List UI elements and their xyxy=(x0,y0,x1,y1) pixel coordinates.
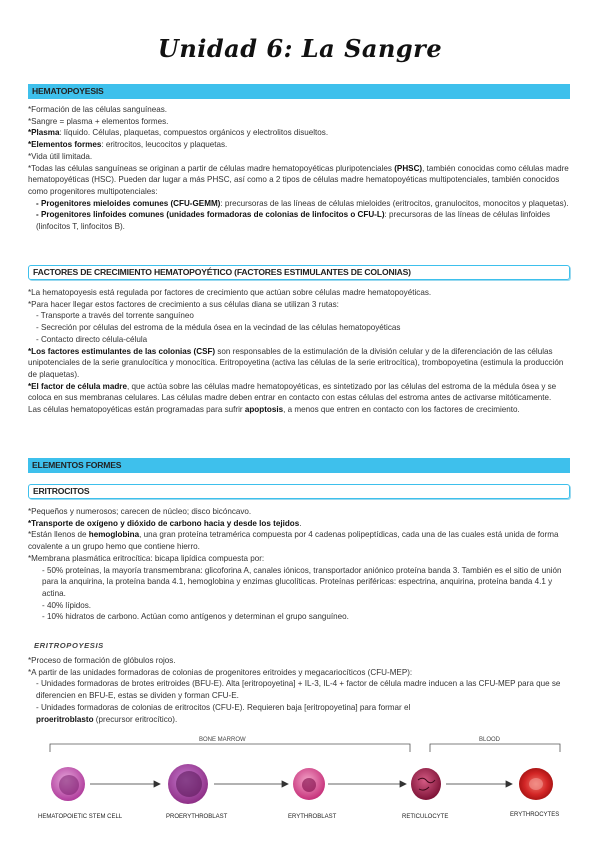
text-span: Las células hematopoyéticas están programadas para sufrir xyxy=(28,405,245,415)
page-title: Unidad 6: La Sangre xyxy=(157,34,443,63)
text-span: , una gran proteína tetramérica compuesta por 4 cadenas polipeptídicas, cada una de las cuales está unida de forma covalente a un grupo hemo que contiene hierro. xyxy=(28,530,559,552)
blood-label: BLOOD xyxy=(476,737,503,743)
cell-label: ERYTHROCYTES xyxy=(510,812,560,818)
text-paragraph xyxy=(28,163,574,198)
section-header-hematopoyesis: HEMATOPOYESIS xyxy=(28,84,570,99)
bold-term: hemoglobina xyxy=(88,530,140,540)
text-span: (precursor eritrocítico). xyxy=(93,714,178,724)
bold-term: proeritroblasto xyxy=(36,714,94,724)
text-span: *Están llenos de xyxy=(28,530,89,540)
bold-term: - Progenitores linfoides comunes (unidades formadoras de colonias de linfocitos o CFU-L) xyxy=(36,210,385,220)
bold-term: *El factor de célula madre xyxy=(28,381,127,391)
text-line: *Vida útil limitada. xyxy=(28,151,93,161)
reticulocyte-image xyxy=(411,768,441,800)
erythrocytes-image xyxy=(519,768,553,800)
text-span: , que actúa sobre las células madre hematopoyéticas, es sintetizado por las células del estroma de la médula ósea y se coloca en sus membranas celulares. Las células madre deben entrar en contacto con estas células del estroma antes de activarse mitóticamente. xyxy=(28,381,557,403)
hematopoyesis-text xyxy=(28,104,574,233)
text-line: *Para hacer llegar estos factores de crecimiento a sus células diana se utilizan 3 rutas: xyxy=(28,299,339,309)
bold-term: *Elementos formes xyxy=(28,140,102,150)
list-item: - Unidades formadoras de brotes eritroides (BFU-E). Alta [eritropoyetina] + IL-3, IL-4 + factor de célula madre inducen a las CFU-MEP para que se diferencien en BFU-E, estas se dividen y forman CFU-E. xyxy=(36,679,561,701)
list-item xyxy=(28,198,574,210)
text-span: : precursoras de las líneas de células linfoides (linfocitos T, linfocitos B). xyxy=(36,210,551,232)
text-line: *Pequeños y numerosos; carecen de núcleo; disco bicóncavo. xyxy=(28,507,252,516)
section-header-elementos-formes: ELEMENTOS FORMES xyxy=(28,458,570,473)
bold-term: *Plasma xyxy=(28,128,60,138)
section-header-factores: FACTORES DE CRECIMIENTO HEMATOPOYÉTICO (FACTORES ESTIMULANTES DE COLONIAS) xyxy=(28,265,570,280)
text-line: *La hematopoyesis está regulada por factores de crecimiento que actúan sobre células madre hematopoyéticas. xyxy=(28,288,432,297)
eritropoyesis-text xyxy=(28,655,574,725)
hematopoietic-stem-cell-image xyxy=(51,767,85,801)
list-item xyxy=(28,714,574,726)
subheading-eritropoyesis: ERITROPOYESIS xyxy=(34,641,104,650)
text-span: son responsables de la estimulación de la división celular y de la diferenciación de las células unipotenciales de la serie granulocítica y monocítica. Eritropoyetina (activa las células de la serie eritrocítica), trombopoyetina (estimula la producción de plaquetas). xyxy=(28,346,564,379)
erythropoiesis-diagram xyxy=(28,734,578,834)
text-span: : líquido. Células, plaquetas, compuestos orgánicos y electrolitos disueltos. xyxy=(59,128,329,138)
list-item: - 50% proteínas, la mayoría transmembrana: glicoforina A, canales iónicos, transportador aniónico proteína banda 3. También es el sitio de unión para la anquirina, la proteína banda 4.1, hemoglobina y enzimas glucolíticas. Proteínas periféricas: espectrina, anquirina, proteína banda 4.1 y actina. xyxy=(42,565,562,598)
section-header-eritrocitos: ERITROCITOS xyxy=(28,484,570,499)
text-line: *Formación de las células sanguíneas. xyxy=(28,105,168,114)
cell-label: HEMATOPOIETIC STEM CELL xyxy=(38,814,123,820)
text-paragraph xyxy=(28,529,574,552)
text-span: . xyxy=(299,518,302,528)
list-item: - Contacto directo célula-célula xyxy=(36,334,148,344)
text-line: *A partir de las unidades formadoras de colonias de progenitores eritroides y megacariocíticos (CFU-MEP): xyxy=(28,667,413,677)
list-item xyxy=(28,209,574,232)
text-span: , también conocidas como células madre hematopoyéticas (HSC). Pueden dar lugar a más PHSC, así como a 2 tipos de células madre hematopoyéticas multipotenciales, también conocidos como progenitores multipotenciales: xyxy=(28,163,569,196)
bold-term: apoptosis xyxy=(244,405,284,415)
factores-text xyxy=(28,287,574,416)
cell-label: ERYTHROBLAST xyxy=(288,814,337,820)
text-span: *Todas las células sanguíneas se originan a partir de células madre hematopoyéticas pluripotenciales xyxy=(28,163,395,173)
text-paragraph xyxy=(28,404,574,416)
bold-term: - Progenitores mieloides comunes (CFU-GEMM) xyxy=(36,198,221,208)
list-item: - Unidades formadoras de colonias de eritrocitos (CFU-E). Requieren baja [eritropoyetina] para formar el xyxy=(36,702,411,712)
text-line xyxy=(28,139,574,151)
bold-term: *Los factores estimulantes de las colonias (CSF) xyxy=(28,346,216,356)
cell-label: PROERYTHROBLAST xyxy=(166,814,228,820)
text-paragraph xyxy=(28,381,574,404)
list-item: - Transporte a través del torrente sanguíneo xyxy=(36,311,194,321)
text-span: , a menos que entren en contacto con los factores de crecimiento. xyxy=(283,405,520,415)
text-line xyxy=(28,518,574,530)
bold-term: (PHSC) xyxy=(394,163,423,173)
blood-bracket xyxy=(430,744,560,752)
cell-label: RETICULOCYTE xyxy=(402,814,449,820)
arrow-3-head xyxy=(400,781,406,787)
list-item: - 10% hidratos de carbono. Actúan como antígenos y determinan el grupo sanguíneo. xyxy=(42,612,349,622)
bold-term: *Transporte de oxígeno y dióxido de carbono hacia y desde los tejidos xyxy=(28,518,300,528)
eritrocitos-text xyxy=(28,506,574,623)
list-item: - 40% lípidos. xyxy=(42,600,92,610)
list-item: - Secreción por células del estroma de la médula ósea en la vecindad de las células hematopoyéticas xyxy=(36,323,401,333)
erythroblast-image xyxy=(293,768,325,800)
arrow-2-head xyxy=(282,781,288,787)
text-line: *Membrana plasmática eritrocítica: bicapa lipídica compuesta por: xyxy=(28,553,265,563)
arrow-1-head xyxy=(154,781,160,787)
bone-marrow-label: BONE MARROW xyxy=(196,737,249,743)
bone-marrow-bracket xyxy=(50,744,410,752)
arrow-4-head xyxy=(506,781,512,787)
text-paragraph xyxy=(28,346,574,381)
text-span: : eritrocitos, leucocitos y plaquetas. xyxy=(101,140,228,150)
text-span: : precursoras de las líneas de células mieloides (eritrocitos, granulocitos, monocitos y plaquetas). xyxy=(220,198,569,208)
text-line xyxy=(28,127,574,139)
proerythroblast-image xyxy=(168,764,208,804)
text-line: *Sangre = plasma + elementos formes. xyxy=(28,116,169,126)
text-line: *Proceso de formación de glóbulos rojos. xyxy=(28,656,176,665)
